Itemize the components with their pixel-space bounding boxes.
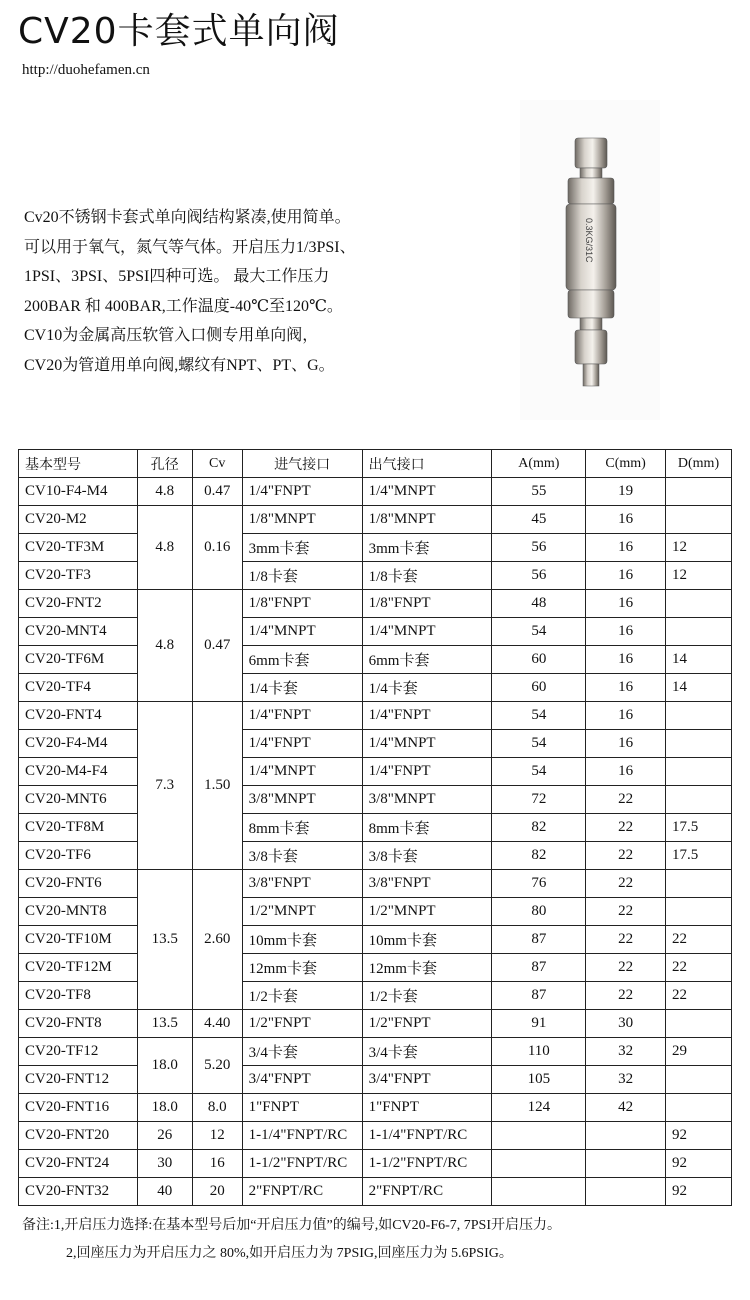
cell-cv: 8.0 [192, 1094, 242, 1122]
table-row [19, 646, 732, 674]
cell-c: 19 [586, 478, 666, 506]
cell-model: CV20-TF12M [19, 954, 138, 982]
cell-cv: 12 [192, 1122, 242, 1150]
table-row [19, 534, 732, 562]
table-row [19, 702, 732, 730]
cell-c: 42 [586, 1094, 666, 1122]
cell-bore: 4.8 [137, 478, 192, 506]
cell-outlet: 2"FNPT/RC [362, 1178, 492, 1206]
cell-inlet: 10mm卡套 [242, 926, 362, 954]
cell-cv: 5.20 [192, 1038, 242, 1094]
cell-c: 22 [586, 926, 666, 954]
cell-outlet: 1/4"MNPT [362, 618, 492, 646]
table-row [19, 814, 732, 842]
cell-a: 87 [492, 926, 586, 954]
cell-inlet: 1/4"MNPT [242, 758, 362, 786]
cell-d [666, 730, 732, 758]
cell-d [666, 1094, 732, 1122]
note-1: 备注:1,开启压力选择:在基本型号后加“开启压力值”的编号,如CV20-F6-7, 7PSI开启压力。 [22, 1218, 561, 1233]
cell-inlet: 1"FNPT [242, 1094, 362, 1122]
cell-d: 14 [666, 646, 732, 674]
cell-a: 82 [492, 842, 586, 870]
header-bore: 孔径 [137, 450, 192, 478]
cell-model: CV20-FNT32 [19, 1178, 138, 1206]
cell-c [586, 1150, 666, 1178]
cell-model: CV20-TF6M [19, 646, 138, 674]
cell-inlet: 2"FNPT/RC [242, 1178, 362, 1206]
cell-a [492, 1122, 586, 1150]
cell-bore: 40 [137, 1178, 192, 1206]
website-url[interactable]: http://duohefamen.cn [22, 62, 150, 78]
cell-bore: 18.0 [137, 1038, 192, 1094]
product-description [24, 203, 514, 380]
description-line: 1PSI、3PSI、5PSI四种可选。 最大工作压力 [24, 268, 330, 285]
table-body [19, 478, 732, 1206]
cell-c: 22 [586, 786, 666, 814]
cell-a: 91 [492, 1010, 586, 1038]
cell-model: CV20-FNT8 [19, 1010, 138, 1038]
cell-d: 29 [666, 1038, 732, 1066]
cell-cv: 20 [192, 1178, 242, 1206]
cell-a: 60 [492, 674, 586, 702]
cell-inlet: 1/2"MNPT [242, 898, 362, 926]
cell-c [586, 1122, 666, 1150]
cell-cv: 1.50 [192, 702, 242, 870]
header-inlet: 进气接口 [242, 450, 362, 478]
header-c: C(mm) [586, 450, 666, 478]
cell-c: 16 [586, 758, 666, 786]
cell-inlet: 12mm卡套 [242, 954, 362, 982]
cell-d: 92 [666, 1122, 732, 1150]
table-row [19, 842, 732, 870]
cell-d: 14 [666, 674, 732, 702]
cell-bore: 30 [137, 1150, 192, 1178]
table-row [19, 1010, 732, 1038]
cell-outlet: 3/4"FNPT [362, 1066, 492, 1094]
cell-inlet: 1/2"FNPT [242, 1010, 362, 1038]
cell-inlet: 1/4"FNPT [242, 730, 362, 758]
cell-a: 55 [492, 478, 586, 506]
cell-model: CV20-M4-F4 [19, 758, 138, 786]
cell-c: 22 [586, 982, 666, 1010]
cell-outlet: 1/2"MNPT [362, 898, 492, 926]
cell-c: 16 [586, 618, 666, 646]
cell-inlet: 3/4卡套 [242, 1038, 362, 1066]
cell-d [666, 506, 732, 534]
cell-d [666, 478, 732, 506]
table-row [19, 870, 732, 898]
cell-c: 22 [586, 898, 666, 926]
cell-cv: 4.40 [192, 1010, 242, 1038]
cell-model: CV20-F4-M4 [19, 730, 138, 758]
cell-c: 22 [586, 870, 666, 898]
cell-model: CV10-F4-M4 [19, 478, 138, 506]
cell-model: CV20-FNT4 [19, 702, 138, 730]
cell-inlet: 1/8"FNPT [242, 590, 362, 618]
cell-d [666, 1010, 732, 1038]
cell-a: 87 [492, 982, 586, 1010]
table-row [19, 1178, 732, 1206]
cell-inlet: 3/4"FNPT [242, 1066, 362, 1094]
description-line: 可以用于氧气，氮气等气体。开启压力1/3PSI、 [24, 238, 356, 256]
cell-bore: 7.3 [137, 702, 192, 870]
cell-model: CV20-TF12 [19, 1038, 138, 1066]
cell-model: CV20-FNT12 [19, 1066, 138, 1094]
cell-d: 22 [666, 982, 732, 1010]
cell-a: 124 [492, 1094, 586, 1122]
cell-d: 22 [666, 926, 732, 954]
cell-c: 30 [586, 1010, 666, 1038]
table-row [19, 674, 732, 702]
table-row [19, 954, 732, 982]
cell-d [666, 590, 732, 618]
header-a: A(mm) [492, 450, 586, 478]
cell-d: 17.5 [666, 842, 732, 870]
cell-model: CV20-TF6 [19, 842, 138, 870]
cell-a: 80 [492, 898, 586, 926]
cell-c [586, 1178, 666, 1206]
table-row [19, 1150, 732, 1178]
cell-inlet: 1/4"FNPT [242, 702, 362, 730]
cell-outlet: 1/4"MNPT [362, 730, 492, 758]
table-row [19, 730, 732, 758]
cell-c: 22 [586, 954, 666, 982]
cell-bore: 26 [137, 1122, 192, 1150]
cell-model: CV20-MNT4 [19, 618, 138, 646]
page-title: CV20卡套式单向阀 [18, 11, 340, 52]
table-row [19, 478, 732, 506]
cell-d [666, 870, 732, 898]
cell-model: CV20-MNT8 [19, 898, 138, 926]
cell-cv: 0.47 [192, 590, 242, 702]
table-row [19, 982, 732, 1010]
cell-a: 54 [492, 702, 586, 730]
table-row [19, 618, 732, 646]
cell-c: 16 [586, 702, 666, 730]
cell-outlet: 3mm卡套 [362, 534, 492, 562]
cell-c: 16 [586, 674, 666, 702]
table-header-row [19, 450, 732, 478]
cell-d [666, 618, 732, 646]
table-row [19, 926, 732, 954]
cell-cv: 2.60 [192, 870, 242, 1010]
description-line: CV20为管道用单向阀,螺纹有NPT、PT、G。 [24, 356, 335, 374]
cell-outlet: 3/8"FNPT [362, 870, 492, 898]
cell-a: 54 [492, 618, 586, 646]
cell-outlet: 3/4卡套 [362, 1038, 492, 1066]
cell-c: 16 [586, 534, 666, 562]
cell-c: 22 [586, 842, 666, 870]
cell-d [666, 898, 732, 926]
cell-cv: 16 [192, 1150, 242, 1178]
table-row [19, 758, 732, 786]
notes [22, 1212, 561, 1268]
cell-a: 54 [492, 758, 586, 786]
cell-d [666, 702, 732, 730]
cell-a: 82 [492, 814, 586, 842]
cell-a: 54 [492, 730, 586, 758]
cell-bore: 18.0 [137, 1094, 192, 1122]
cell-inlet: 3/8"FNPT [242, 870, 362, 898]
cell-a [492, 1178, 586, 1206]
table-row [19, 1094, 732, 1122]
cell-d [666, 1066, 732, 1094]
cell-outlet: 3/8卡套 [362, 842, 492, 870]
table-row [19, 590, 732, 618]
cell-outlet: 1/4"MNPT [362, 478, 492, 506]
table-row [19, 1122, 732, 1150]
cell-d: 92 [666, 1150, 732, 1178]
cell-inlet: 1/8卡套 [242, 562, 362, 590]
table-row [19, 506, 732, 534]
table-row [19, 562, 732, 590]
cell-a: 56 [492, 534, 586, 562]
header-cv: Cv [192, 450, 242, 478]
cell-d: 17.5 [666, 814, 732, 842]
cell-outlet: 1/8"FNPT [362, 590, 492, 618]
cell-model: CV20-FNT16 [19, 1094, 138, 1122]
cell-model: CV20-FNT2 [19, 590, 138, 618]
cell-inlet: 1-1/4"FNPT/RC [242, 1122, 362, 1150]
cell-inlet: 1/4"MNPT [242, 618, 362, 646]
description-line: CV10为金属高压软管入口侧专用单向阀， [24, 327, 319, 344]
cell-model: CV20-FNT20 [19, 1122, 138, 1150]
description-line: Cv20不锈钢卡套式单向阀结构紧凑,使用简单。 [24, 209, 351, 226]
cell-a: 60 [492, 646, 586, 674]
cell-model: CV20-TF3 [19, 562, 138, 590]
cell-cv: 0.16 [192, 506, 242, 590]
cell-outlet: 1/8"MNPT [362, 506, 492, 534]
cell-c: 22 [586, 814, 666, 842]
cell-c: 16 [586, 506, 666, 534]
cell-bore: 4.8 [137, 590, 192, 702]
cell-outlet: 6mm卡套 [362, 646, 492, 674]
cell-d [666, 758, 732, 786]
cell-outlet: 1/4卡套 [362, 674, 492, 702]
cell-a: 72 [492, 786, 586, 814]
cell-outlet: 12mm卡套 [362, 954, 492, 982]
cell-outlet: 1/8卡套 [362, 562, 492, 590]
cell-outlet: 1"FNPT [362, 1094, 492, 1122]
cell-bore: 4.8 [137, 506, 192, 590]
note-2: 2,回座压力为开启压力之 80%,如开启压力为 7PSIG,回座压力为 5.6PSIG。 [66, 1246, 513, 1261]
cell-d: 12 [666, 534, 732, 562]
cell-model: CV20-FNT6 [19, 870, 138, 898]
cell-outlet: 1/2卡套 [362, 982, 492, 1010]
cell-outlet: 1-1/4"FNPT/RC [362, 1122, 492, 1150]
cell-inlet: 1/2卡套 [242, 982, 362, 1010]
cell-inlet: 3/8卡套 [242, 842, 362, 870]
cell-a: 45 [492, 506, 586, 534]
table-row [19, 1038, 732, 1066]
cell-outlet: 10mm卡套 [362, 926, 492, 954]
header-model: 基本型号 [19, 450, 138, 478]
cell-outlet: 1/4"FNPT [362, 758, 492, 786]
cell-d: 92 [666, 1178, 732, 1206]
cell-outlet: 1/4"FNPT [362, 702, 492, 730]
cell-d: 12 [666, 562, 732, 590]
description-line: 200BAR 和 400BAR,工作温度-40℃至120℃。 [24, 297, 343, 315]
cell-c: 32 [586, 1038, 666, 1066]
cell-a: 76 [492, 870, 586, 898]
table-row [19, 1066, 732, 1094]
cell-model: CV20-TF3M [19, 534, 138, 562]
table-row [19, 786, 732, 814]
cell-model: CV20-TF4 [19, 674, 138, 702]
cell-model: CV20-M2 [19, 506, 138, 534]
table-row [19, 898, 732, 926]
cell-d: 22 [666, 954, 732, 982]
specification-table [18, 449, 732, 1206]
cell-bore: 13.5 [137, 870, 192, 1010]
cell-a: 105 [492, 1066, 586, 1094]
cell-model: CV20-MNT6 [19, 786, 138, 814]
cell-inlet: 8mm卡套 [242, 814, 362, 842]
cell-model: CV20-TF8M [19, 814, 138, 842]
cell-inlet: 1-1/2"FNPT/RC [242, 1150, 362, 1178]
cell-outlet: 1-1/2"FNPT/RC [362, 1150, 492, 1178]
cell-inlet: 1/4"FNPT [242, 478, 362, 506]
cell-inlet: 1/4卡套 [242, 674, 362, 702]
cell-a: 56 [492, 562, 586, 590]
cell-d [666, 786, 732, 814]
cell-model: CV20-TF10M [19, 926, 138, 954]
header-outlet: 出气接口 [362, 450, 492, 478]
cell-c: 16 [586, 590, 666, 618]
cell-bore: 13.5 [137, 1010, 192, 1038]
cell-a [492, 1150, 586, 1178]
cell-model: CV20-FNT24 [19, 1150, 138, 1178]
header-d: D(mm) [666, 450, 732, 478]
cell-cv: 0.47 [192, 478, 242, 506]
cell-a: 87 [492, 954, 586, 982]
cell-model: CV20-TF8 [19, 982, 138, 1010]
cell-inlet: 3mm卡套 [242, 534, 362, 562]
cell-inlet: 3/8"MNPT [242, 786, 362, 814]
cell-a: 48 [492, 590, 586, 618]
cell-c: 32 [586, 1066, 666, 1094]
cell-c: 16 [586, 730, 666, 758]
cell-outlet: 1/2"FNPT [362, 1010, 492, 1038]
check-valve-product-image [520, 100, 660, 420]
cell-c: 16 [586, 646, 666, 674]
valve-marking: 0.3KG/31C [584, 218, 594, 263]
cell-a: 110 [492, 1038, 586, 1066]
cell-c: 16 [586, 562, 666, 590]
cell-outlet: 3/8"MNPT [362, 786, 492, 814]
cell-inlet: 6mm卡套 [242, 646, 362, 674]
cell-inlet: 1/8"MNPT [242, 506, 362, 534]
cell-outlet: 8mm卡套 [362, 814, 492, 842]
